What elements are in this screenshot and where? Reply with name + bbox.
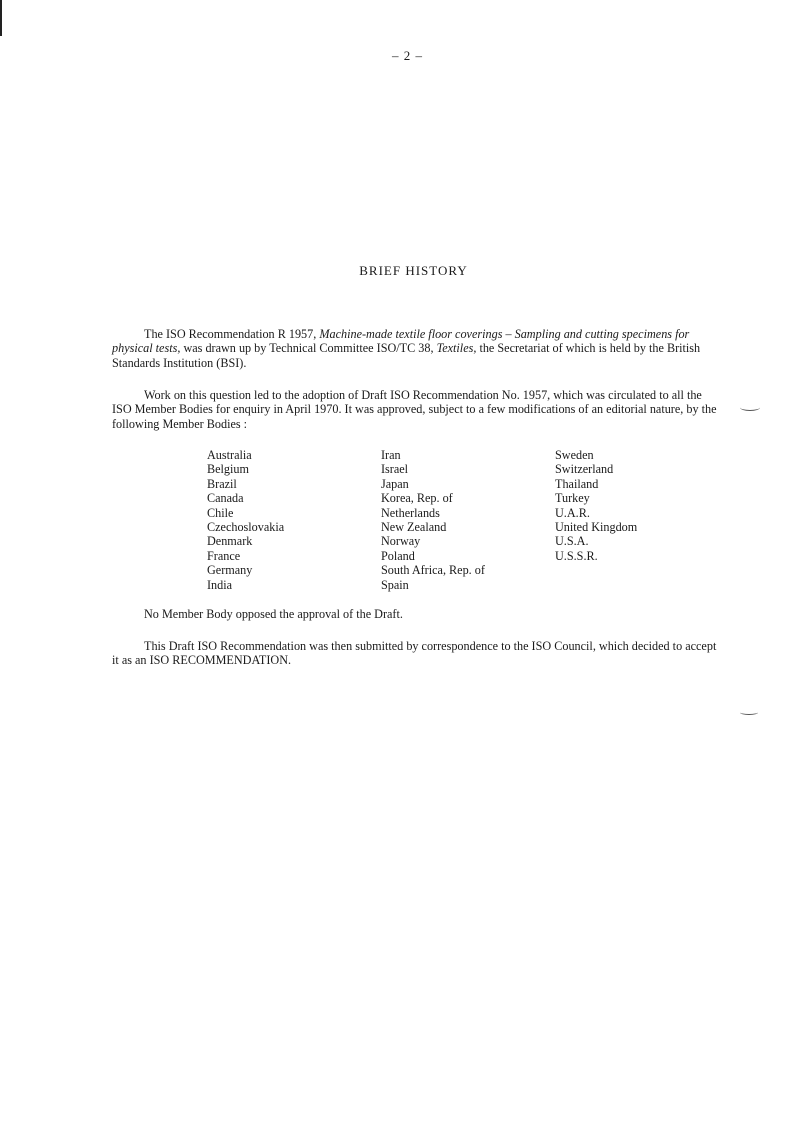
member-bodies-column-2 xyxy=(381,448,485,592)
page-number: – 2 – xyxy=(392,48,423,63)
paragraph-no-opposition xyxy=(112,607,722,621)
paragraph-origin xyxy=(112,327,722,370)
paragraph-origin-text-3: the Secretariat of which is held by the British Standards Institution (BSI). xyxy=(112,341,701,370)
paragraph-council-decision xyxy=(112,639,722,668)
member-body: Sweden xyxy=(555,448,594,462)
paragraph-origin-text-1: The ISO Recommendation R 1957, xyxy=(144,327,320,341)
member-body: India xyxy=(207,577,233,592)
member-body: Thailand xyxy=(555,476,599,491)
member-body: Czechoslovakia xyxy=(207,520,285,535)
member-body: Belgium xyxy=(207,462,249,477)
scan-mark xyxy=(740,710,758,715)
member-body: Australia xyxy=(207,448,252,462)
member-body: U.S.A. xyxy=(555,534,589,549)
committee-name: Textiles, xyxy=(436,341,477,356)
member-body: Chile xyxy=(207,505,234,520)
member-body: Switzerland xyxy=(555,462,614,477)
member-body: New Zealand xyxy=(381,520,447,535)
member-body: U.S.S.R. xyxy=(555,548,598,563)
paragraph-origin-text-2: was drawn up by Technical Committee ISO/TC 38, xyxy=(180,341,437,356)
member-body: Japan xyxy=(381,476,409,491)
member-body: Spain xyxy=(381,577,409,592)
member-body: United Kingdom xyxy=(555,520,638,535)
member-body: Korea, Rep. of xyxy=(381,491,453,506)
member-body: Turkey xyxy=(555,491,590,506)
member-body: Canada xyxy=(207,491,244,506)
paragraph-approval xyxy=(112,388,722,431)
paragraph-no-opposition-text: No Member Body opposed the approval of the Draft. xyxy=(144,607,403,621)
paragraph-council-decision-text: This Draft ISO Recommendation was then submitted by correspondence to the ISO Council, which decided to accept it as an ISO RECOMMENDATION. xyxy=(112,639,717,668)
member-body: Brazil xyxy=(207,476,237,491)
member-bodies-column-1 xyxy=(207,448,284,592)
scan-edge-line xyxy=(0,0,2,36)
member-body: Norway xyxy=(381,534,421,549)
member-body: Germany xyxy=(207,563,253,578)
member-body: South Africa, Rep. of xyxy=(381,563,485,578)
member-body: Netherlands xyxy=(381,505,440,520)
member-body: U.A.R. xyxy=(555,505,590,520)
member-body: France xyxy=(207,548,241,563)
member-body: Poland xyxy=(381,548,415,563)
recommendation-title: Machine-made textile floor coverings – Sampling and cutting specimens for physical tests, xyxy=(112,327,690,356)
section-heading: BRIEF HISTORY xyxy=(359,263,468,278)
member-body: Denmark xyxy=(207,534,253,549)
member-bodies-column-3 xyxy=(555,448,637,563)
paragraph-approval-text: Work on this question led to the adoption of Draft ISO Recommendation No. 1957, which was circulated to all the ISO Member Bodies for enquiry in April 1970. It was approved, subject to a few modifications of an editorial nature, by the following Member Bodies : xyxy=(112,388,717,431)
scan-mark xyxy=(740,404,760,411)
member-body: Iran xyxy=(381,448,401,462)
member-body: Israel xyxy=(381,462,409,477)
